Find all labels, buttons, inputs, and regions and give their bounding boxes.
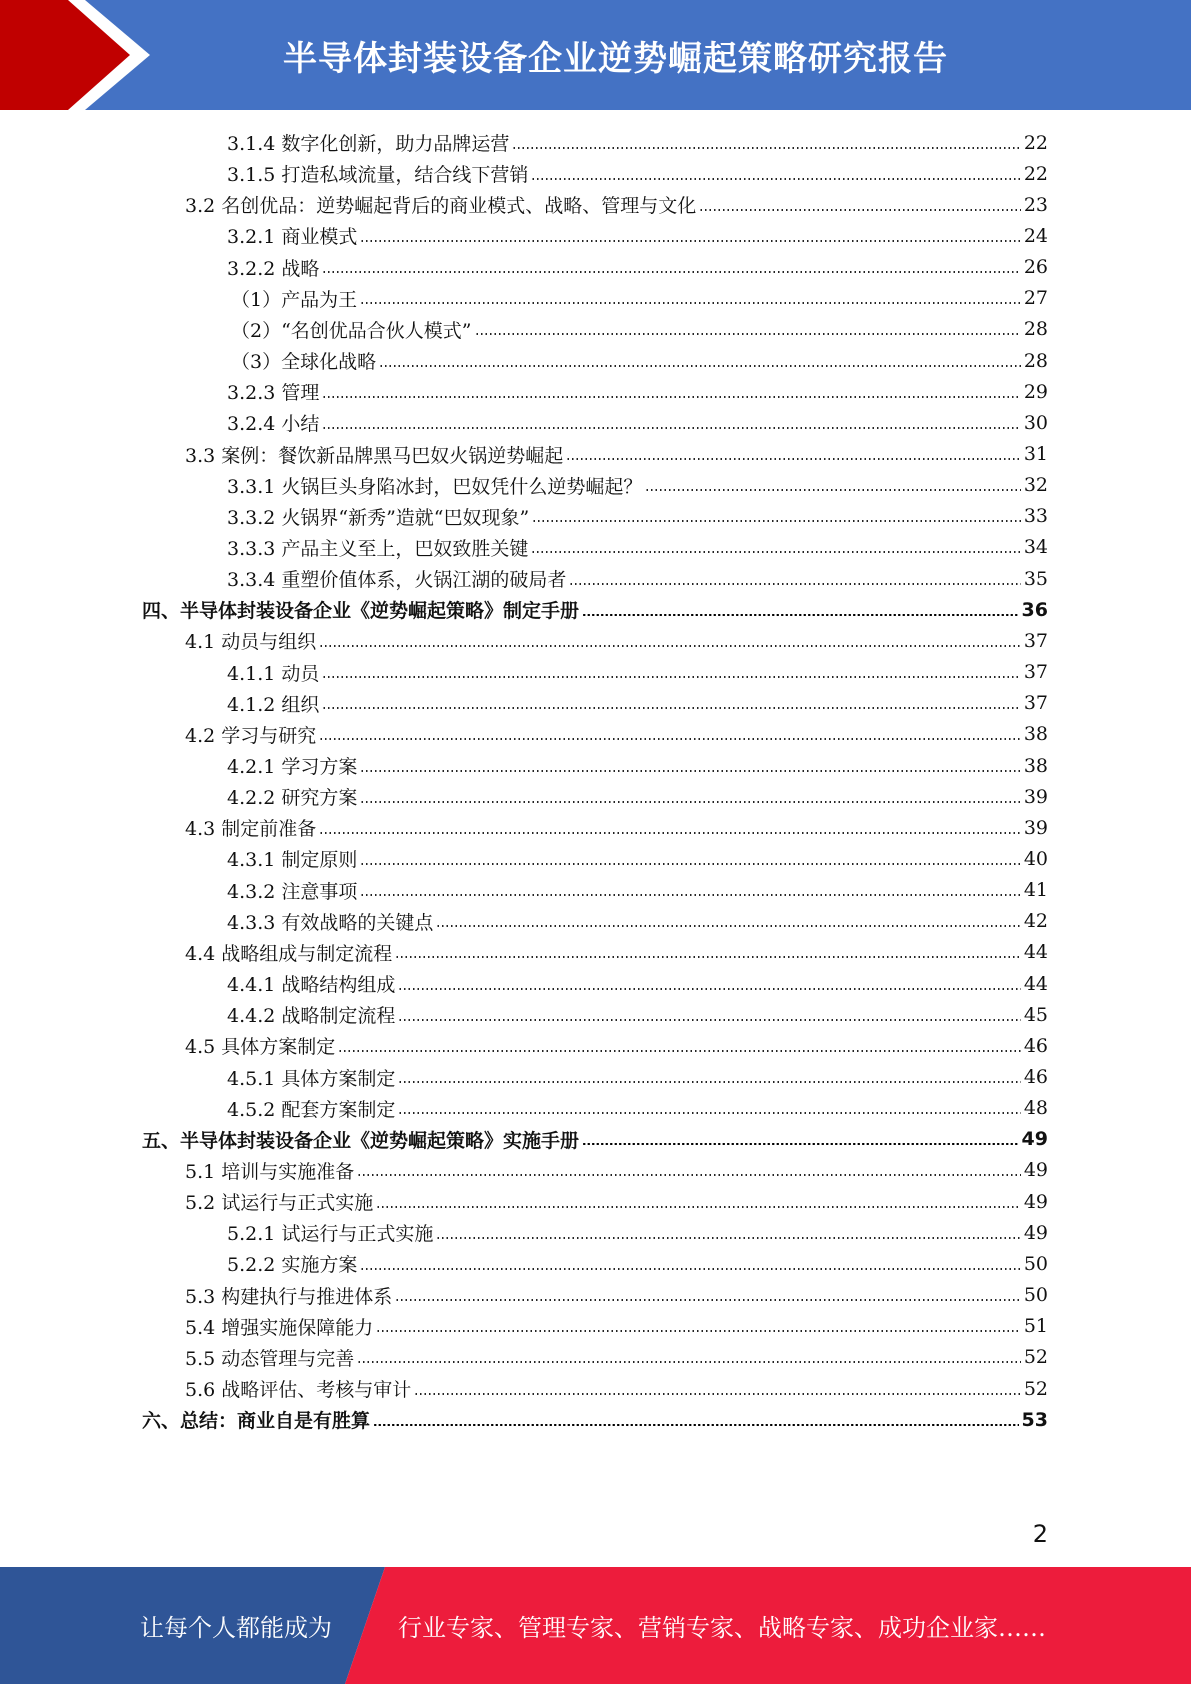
toc-dot-leader (531, 178, 1020, 180)
toc-entry-page: 28 (1023, 349, 1048, 372)
toc-dot-leader (398, 1112, 1020, 1114)
toc-entry-page: 26 (1023, 256, 1048, 279)
chevron-arrow-icon (0, 0, 160, 110)
toc-entry[interactable] (185, 189, 1048, 220)
toc-entry[interactable] (227, 220, 1048, 251)
toc-entry[interactable] (185, 1155, 1048, 1186)
toc-entry[interactable] (227, 563, 1048, 594)
toc-entry-page: 51 (1023, 1315, 1048, 1338)
toc-entry-title: 3.3.1 火锅巨头身陷冰封，巴奴凭什么逆势崛起？ (227, 475, 643, 498)
toc-entry[interactable] (185, 812, 1048, 843)
toc-dot-leader (475, 333, 1021, 335)
toc-dot-leader (645, 489, 1020, 491)
toc-entry-title: 4.1.1 动员 (227, 662, 320, 685)
toc-entry[interactable] (227, 875, 1048, 906)
toc-entry-title: 5.2 试运行与正式实施 (185, 1192, 374, 1215)
toc-entry-title: 4.1 动员与组织 (185, 631, 317, 654)
toc-dot-leader (379, 365, 1021, 367)
toc-entry-page: 28 (1023, 318, 1048, 341)
toc-entry-title: 4.4.1 战略结构组成 (227, 974, 396, 997)
toc-entry-page: 32 (1023, 474, 1048, 497)
toc-entry[interactable] (142, 594, 1048, 625)
toc-entry[interactable] (231, 283, 1048, 314)
page-number: 2 (1032, 1520, 1048, 1548)
toc-entry-title: 5.2.2 实施方案 (227, 1254, 358, 1277)
toc-entry[interactable] (227, 750, 1048, 781)
toc-entry-title: 3.1.5 打造私域流量，结合线下营销 (227, 164, 529, 187)
toc-entry[interactable] (227, 1093, 1048, 1124)
toc-entry-title: （3）全球化战略 (231, 351, 377, 374)
toc-entry-title: 3.2.2 战略 (227, 257, 320, 280)
toc-entry-page: 29 (1023, 380, 1048, 403)
toc-entry[interactable] (227, 1062, 1048, 1093)
toc-entry[interactable] (185, 719, 1048, 750)
toc-entry-title: 5.5 动态管理与完善 (185, 1347, 355, 1370)
toc-entry[interactable] (227, 781, 1048, 812)
toc-entry-page: 35 (1023, 567, 1048, 590)
page-footer (0, 1567, 1191, 1684)
toc-entry[interactable] (227, 376, 1048, 407)
toc-entry[interactable] (227, 999, 1048, 1030)
toc-entry-title: 3.3 案例：餐饮新品牌黑马巴奴火锅逆势崛起 (185, 444, 564, 467)
toc-dot-leader (338, 1050, 1021, 1052)
toc-dot-leader (376, 1330, 1021, 1332)
toc-entry-title: 5.6 战略评估、考核与审计 (185, 1379, 412, 1401)
toc-entry-title: 4.4 战略组成与制定流程 (185, 942, 393, 965)
toc-entry-page: 39 (1023, 785, 1048, 808)
toc-dot-leader (322, 396, 1020, 398)
toc-entry[interactable] (227, 532, 1048, 563)
toc-entry-page: 46 (1023, 1066, 1048, 1088)
toc-dot-leader (699, 209, 1021, 211)
toc-dot-leader (395, 956, 1021, 958)
toc-entry-page: 22 (1023, 162, 1048, 185)
toc-entry-title: 4.3.3 有效战略的关键点 (227, 911, 434, 934)
toc-entry[interactable] (185, 625, 1048, 656)
toc-entry-title: 3.2.1 商业模式 (227, 226, 358, 249)
toc-entry[interactable] (227, 158, 1048, 189)
toc-dot-leader (531, 551, 1020, 553)
toc-entry-page: 37 (1023, 661, 1048, 684)
toc-entry-title: 四、半导体封装设备企业《逆势崛起策略》制定手册 (142, 600, 580, 623)
toc-dot-leader (319, 645, 1021, 647)
toc-dot-leader (532, 520, 1021, 522)
toc-entry-title: 4.5 具体方案制定 (185, 1036, 336, 1059)
toc-entry-page: 37 (1023, 629, 1048, 652)
toc-entry[interactable] (185, 1186, 1048, 1217)
toc-entry[interactable] (227, 843, 1048, 874)
toc-entry[interactable] (227, 407, 1048, 438)
toc-entry-page: 41 (1023, 879, 1048, 902)
toc-entry-title: 六、总结：商业自是有胜算 (142, 1410, 371, 1433)
toc-entry-title: 3.3.3 产品主义至上，巴奴致胜关键 (227, 537, 529, 560)
toc-entry-title: 3.3.4 重塑价值体系，火锅江湖的破局者 (227, 569, 567, 592)
toc-dot-leader (322, 676, 1020, 678)
toc-dot-leader (357, 1174, 1021, 1176)
toc-entry[interactable] (227, 657, 1048, 688)
toc-entry-page: 50 (1023, 1284, 1048, 1307)
toc-entry-page: 37 (1023, 692, 1048, 715)
toc-entry-page: 49 (1023, 1221, 1048, 1244)
toc-entry-title: 3.2 名创优品：逆势崛起背后的商业模式、战略、管理与文化 (185, 195, 697, 218)
toc-entry-title: 3.3.2 火锅界“新秀”造就“巴奴现象” (227, 506, 530, 529)
toc-entry-page: 49 (1021, 1128, 1048, 1151)
toc-dot-leader (319, 738, 1021, 740)
toc-entry[interactable] (185, 1311, 1048, 1342)
report-title: 半导体封装设备企业逆势崛起策略研究报告 (283, 38, 948, 79)
toc-entry[interactable] (185, 1373, 1048, 1404)
toc-entry[interactable] (185, 937, 1048, 968)
toc-dot-leader (360, 240, 1020, 242)
toc-entry-page: 48 (1023, 1097, 1048, 1120)
toc-entry-title: 5.2.1 试运行与正式实施 (227, 1223, 434, 1246)
toc-entry-title: 4.2.1 学习方案 (227, 756, 358, 778)
toc-entry-page: 31 (1023, 443, 1048, 465)
toc-entry[interactable] (227, 470, 1048, 501)
toc-entry-page: 38 (1023, 723, 1048, 746)
toc-entry[interactable] (231, 314, 1048, 345)
toc-entry-page: 46 (1023, 1034, 1048, 1057)
toc-dot-leader (322, 707, 1020, 709)
toc-entry-title: 4.3.2 注意事项 (227, 880, 358, 903)
toc-entry-title: （1）产品为王 (231, 288, 358, 311)
toc-dot-leader (414, 1393, 1021, 1395)
toc-entry-page: 38 (1023, 754, 1048, 777)
toc-dot-leader (582, 614, 1019, 616)
toc-entry-page: 30 (1023, 411, 1048, 434)
toc-entry-page: 49 (1023, 1159, 1048, 1182)
toc-dot-leader (322, 427, 1020, 429)
toc-dot-leader (398, 1081, 1020, 1083)
toc-entry[interactable] (185, 1342, 1048, 1373)
page-header (0, 0, 1191, 110)
toc-dot-leader (436, 1237, 1020, 1239)
toc-dot-leader (319, 832, 1021, 834)
toc-entry-page: 49 (1023, 1190, 1048, 1213)
toc-dot-leader (373, 1424, 1019, 1426)
toc-entry-page: 39 (1023, 816, 1048, 839)
toc-entry-title: 4.3 制定前准备 (185, 818, 317, 841)
toc-entry-page: 52 (1023, 1346, 1048, 1369)
toc-entry-page: 24 (1023, 224, 1048, 247)
toc-dot-leader (569, 583, 1020, 585)
toc-entry-page: 22 (1023, 131, 1048, 154)
toc-dot-leader (398, 988, 1020, 990)
toc-entry-page: 34 (1023, 536, 1048, 559)
footer-slogan-right: 行业专家、管理专家、营销专家、战略专家、成功企业家…… (398, 1614, 1046, 1642)
toc-entry-page: 42 (1023, 910, 1048, 933)
toc-dot-leader (360, 894, 1020, 896)
toc-entry-title: 5.3 构建执行与推进体系 (185, 1285, 393, 1308)
toc-entry-page: 40 (1023, 847, 1048, 870)
toc-entry-page: 44 (1023, 972, 1048, 995)
toc-dot-leader (360, 1268, 1020, 1270)
toc-entry[interactable] (227, 906, 1048, 937)
toc-dot-leader (566, 458, 1021, 460)
toc-entry-title: 4.4.2 战略制定流程 (227, 1005, 396, 1028)
toc-entry[interactable] (185, 439, 1048, 470)
toc-entry-title: 3.2.3 管理 (227, 382, 320, 405)
toc-dot-leader (512, 147, 1020, 149)
toc-entry-title: 4.2.2 研究方案 (227, 787, 358, 810)
footer-slogan-left: 让每个人都能成为 (140, 1614, 332, 1642)
toc-entry-title: 4.3.1 制定原则 (227, 849, 358, 872)
toc-entry-title: 五、半导体封装设备企业《逆势崛起策略》实施手册 (142, 1129, 580, 1152)
toc-entry-title: 5.4 增强实施保障能力 (185, 1316, 374, 1339)
toc-entry[interactable] (142, 1124, 1048, 1155)
toc-entry-page: 44 (1023, 941, 1048, 964)
toc-dot-leader (398, 1019, 1020, 1021)
chevron-red-shape (0, 0, 130, 110)
toc-entry-title: 4.1.2 组织 (227, 693, 320, 716)
toc-entry-title: 5.1 培训与实施准备 (185, 1160, 355, 1183)
toc-dot-leader (376, 1206, 1021, 1208)
toc-entry-page: 23 (1023, 193, 1048, 216)
toc-entry[interactable] (185, 1030, 1048, 1061)
toc-entry[interactable] (185, 1280, 1048, 1311)
toc-entry-page: 50 (1023, 1252, 1048, 1275)
toc-entry-page: 27 (1023, 287, 1048, 310)
toc-entry[interactable] (231, 345, 1048, 376)
toc-entry[interactable] (227, 1248, 1048, 1279)
toc-entry[interactable] (142, 1404, 1048, 1435)
toc-dot-leader (436, 925, 1020, 927)
toc-entry[interactable] (227, 1217, 1048, 1248)
toc-entry-page: 53 (1021, 1408, 1048, 1431)
toc-entry[interactable] (227, 127, 1048, 158)
toc-dot-leader (360, 801, 1020, 803)
toc-entry-page: 33 (1023, 505, 1048, 528)
toc-dot-leader (582, 1143, 1019, 1145)
toc-entry-page: 36 (1021, 598, 1048, 621)
toc-entry[interactable] (227, 252, 1048, 283)
toc-dot-leader (360, 302, 1021, 304)
toc-entry[interactable] (227, 688, 1048, 719)
toc-dot-leader (360, 770, 1020, 772)
toc-dot-leader (395, 1299, 1021, 1301)
toc-entry-title: （2）“名创优品合伙人模式” (231, 319, 472, 342)
toc-entry-title: 3.2.4 小结 (227, 413, 320, 436)
toc-entry-title: 3.1.4 数字化创新，助力品牌运营 (227, 133, 510, 155)
toc-entry-title: 4.5.2 配套方案制定 (227, 1098, 396, 1121)
toc-entry-title: 4.5.1 具体方案制定 (227, 1067, 396, 1090)
toc-dot-leader (360, 863, 1020, 865)
toc-entry-page: 52 (1023, 1377, 1048, 1400)
toc-entry[interactable] (227, 968, 1048, 999)
toc-entry-page: 45 (1023, 1003, 1048, 1026)
toc-entry-title: 4.2 学习与研究 (185, 724, 317, 747)
toc-dot-leader (322, 271, 1020, 273)
toc-dot-leader (357, 1361, 1021, 1363)
toc-entry[interactable] (227, 501, 1048, 532)
